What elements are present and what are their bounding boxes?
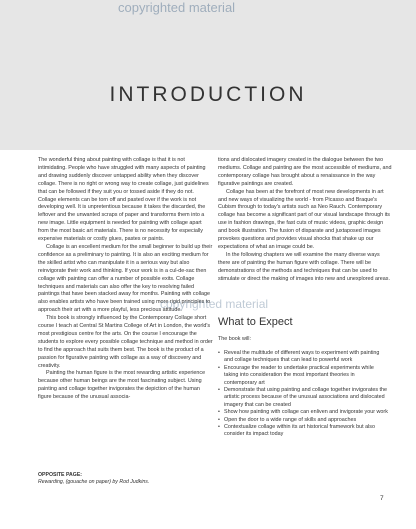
section-intro: The book will: (218, 336, 251, 342)
list-item: • Show how painting with collage can enliven and invigorate your work (218, 409, 388, 416)
watermark-top: copyrighted material (118, 0, 236, 15)
paragraph: In the following chapters we will examine the many diverse ways there are of painting the human figure with collage. There will be demonstrations of the methods and techniques that can be used to stimulate or direct the making of images into new and unexplored areas. (218, 251, 390, 282)
page-title: INTRODUCTION (109, 83, 307, 106)
image-caption (38, 472, 213, 487)
paragraph: This book is strongly influenced by the Contemporary Collage short course I teach at Central St Martins College of Art in London, the world's most prestigious centre for the arts. On the course I encourage the students to explore every possible collage technique and method in order to find the approach that suits them best. The book is the product of a passion for figurative painting with collage as a way of discovery and creativity. (38, 315, 213, 369)
paragraph: The wonderful thing about painting with collage is that it is not intimidating. People who have struggled with many aspects of painting and drawing suddenly discover untapped ability when they discover collage. There is no right or wrong way to create collage, just guidelines that can be followed if they suit you or tossed aside if they do not. Collage elements can be torn off and pasted over if the work is not developing well. It is unpretentious because it takes the discarded, the leftover and the unwanted scraps of paper and transforms them into a new image. Little equipment is needed for painting with collage apart from the most basic art materials. There is no necessity for especially expensive materials or costly glues, pastes or paints. (38, 157, 209, 243)
page-number: 7 (380, 495, 384, 502)
caption-text: Rewarding, (gouache on paper) by Rod Judkins. (38, 479, 150, 486)
paragraph: Collage has been at the forefront of most new developments in art and new ways of visualizing the world - from Picasso and Braque's Cubism through to today's artists such as Neo Rauch. Contemporary collage has become a significant part of our visual landscape through its use in fashion drawings, the fast cuts of music videos, graphic design and book illustration. The fusion of disparate and juxtaposed images provokes questions and provides visual shocks that shake up our expectations of what an image could be. (218, 188, 391, 250)
paragraph: Collage is an excellent medium for the small beginner to build up their confidence as a preliminary to painting. It is also an exciting medium for the skilled artist who can manipulate it in a serious way but also reinvigorate their work and thinking. If your work is in a cul-de-sac then collage with painting can offer a number of possible exits. Collage techniques and materials can also offer the key to resolving failed paintings that have been stacked away for months. Painting with collage also enables artists who have been trained using more rigid principles to approach their art with a more playful, less precious attitude. (38, 243, 213, 314)
list-item: • Demonstrate that using painting and collage together invigorates the artistic process because of the unusual associations and dislocated imagery that can be created (218, 387, 388, 409)
list-item: • Contextualize collage within its art historical framework but also consider its impact today (218, 424, 388, 439)
watermark-middle: copyrighted material (160, 297, 269, 311)
paragraph: Painting the human figure is the most rewarding artistic experience because other human beings are the most fascinating subject. Using painting and collage together invigorates the depiction of the human figure because of the unusual associa- (38, 370, 206, 401)
caption-label: OPPOSITE PAGE: (38, 472, 83, 478)
left-column (38, 157, 213, 402)
list-item: • Reveal the multitude of different ways to experiment with painting and collage techniques that can lead to powerful work (218, 350, 388, 365)
list-item: • Open the door to a wide range of skills and approaches (218, 417, 388, 424)
paragraph: tions and dislocated imagery created in the dialogue between the two mediums. Collage and painting are the most accessible of mediums, and contemporary collage has brought about a renaissance in the way figurative paintings are created. (218, 157, 392, 187)
bullet-list (218, 350, 388, 439)
header-band (0, 0, 416, 150)
list-item: • Encourage the reader to undertake practical experiments while taking into consideration the most important theories in contemporary art (218, 365, 388, 387)
right-column (218, 157, 393, 284)
section-heading: What to Expect (218, 316, 293, 328)
